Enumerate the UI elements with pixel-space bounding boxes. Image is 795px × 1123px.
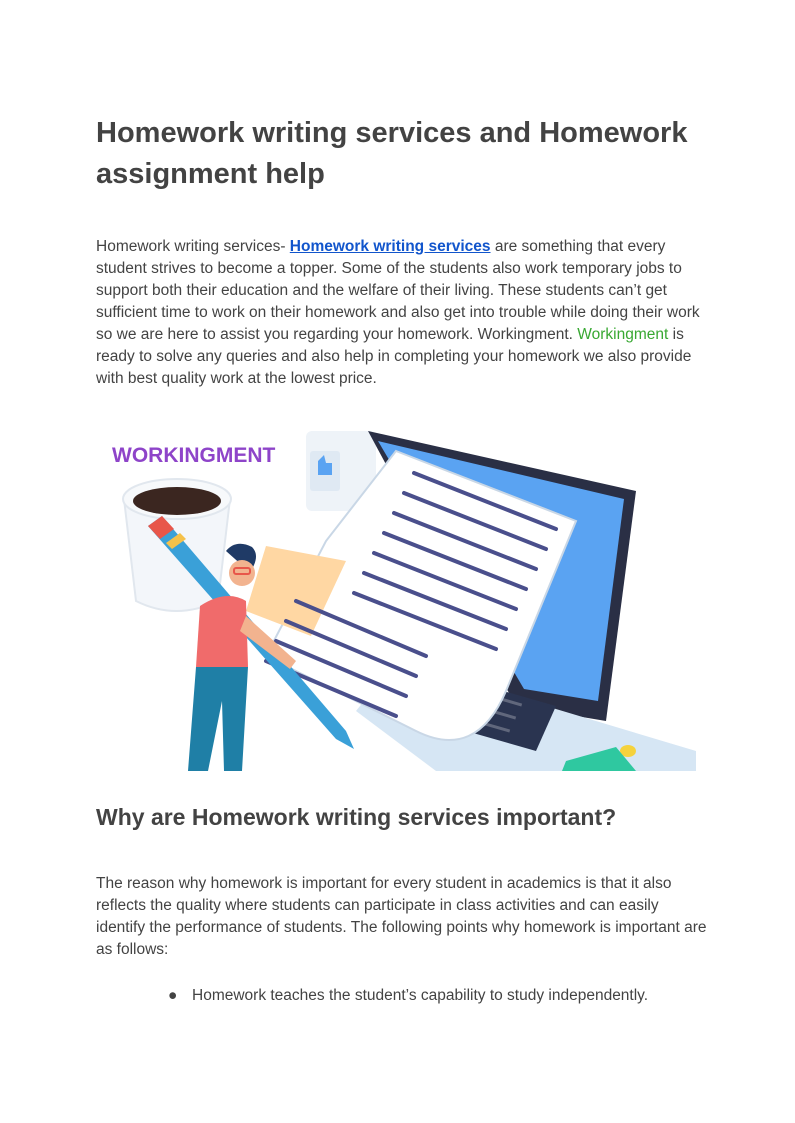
illustration-svg [96,431,696,771]
bullet-icon: ● [168,987,178,1004]
intro-lead: Homework writing services- [96,238,290,255]
workingment-link[interactable]: Workingment [577,326,669,343]
workingment-logo: WORKINGMENT [112,444,276,467]
intro-end: is ready to solve any queries and also help in completing your homework we also provide with best quality work at the lowest price. [96,326,692,387]
section-heading: Why are Homework writing services important? [96,804,617,830]
section-paragraph: The reason why homework is important for every student in academics is that it also reflects the quality where students can participate in class activities and can easily identify the performance of students. The following points why homework is important are as follows: [96,875,707,958]
list-item-text: Homework teaches the student’s capability to study independently. [192,987,649,1004]
list-item [168,985,708,1007]
intro-body: are something that every student strives to become a topper. Some of the students also work temporary jobs to support both their education and the welfare of their living. These students can’t get sufficient time to work on their homework and also get into trouble while doing their work so we are here to assist you regarding your homework. Workingment. [96,238,700,343]
intro-paragraph [96,236,708,390]
page-title: Homework writing services and Homework assignment help [96,117,688,190]
points-list [168,985,708,1007]
homework-illustration [96,431,696,771]
homework-services-link[interactable]: Homework writing services [289,238,491,255]
